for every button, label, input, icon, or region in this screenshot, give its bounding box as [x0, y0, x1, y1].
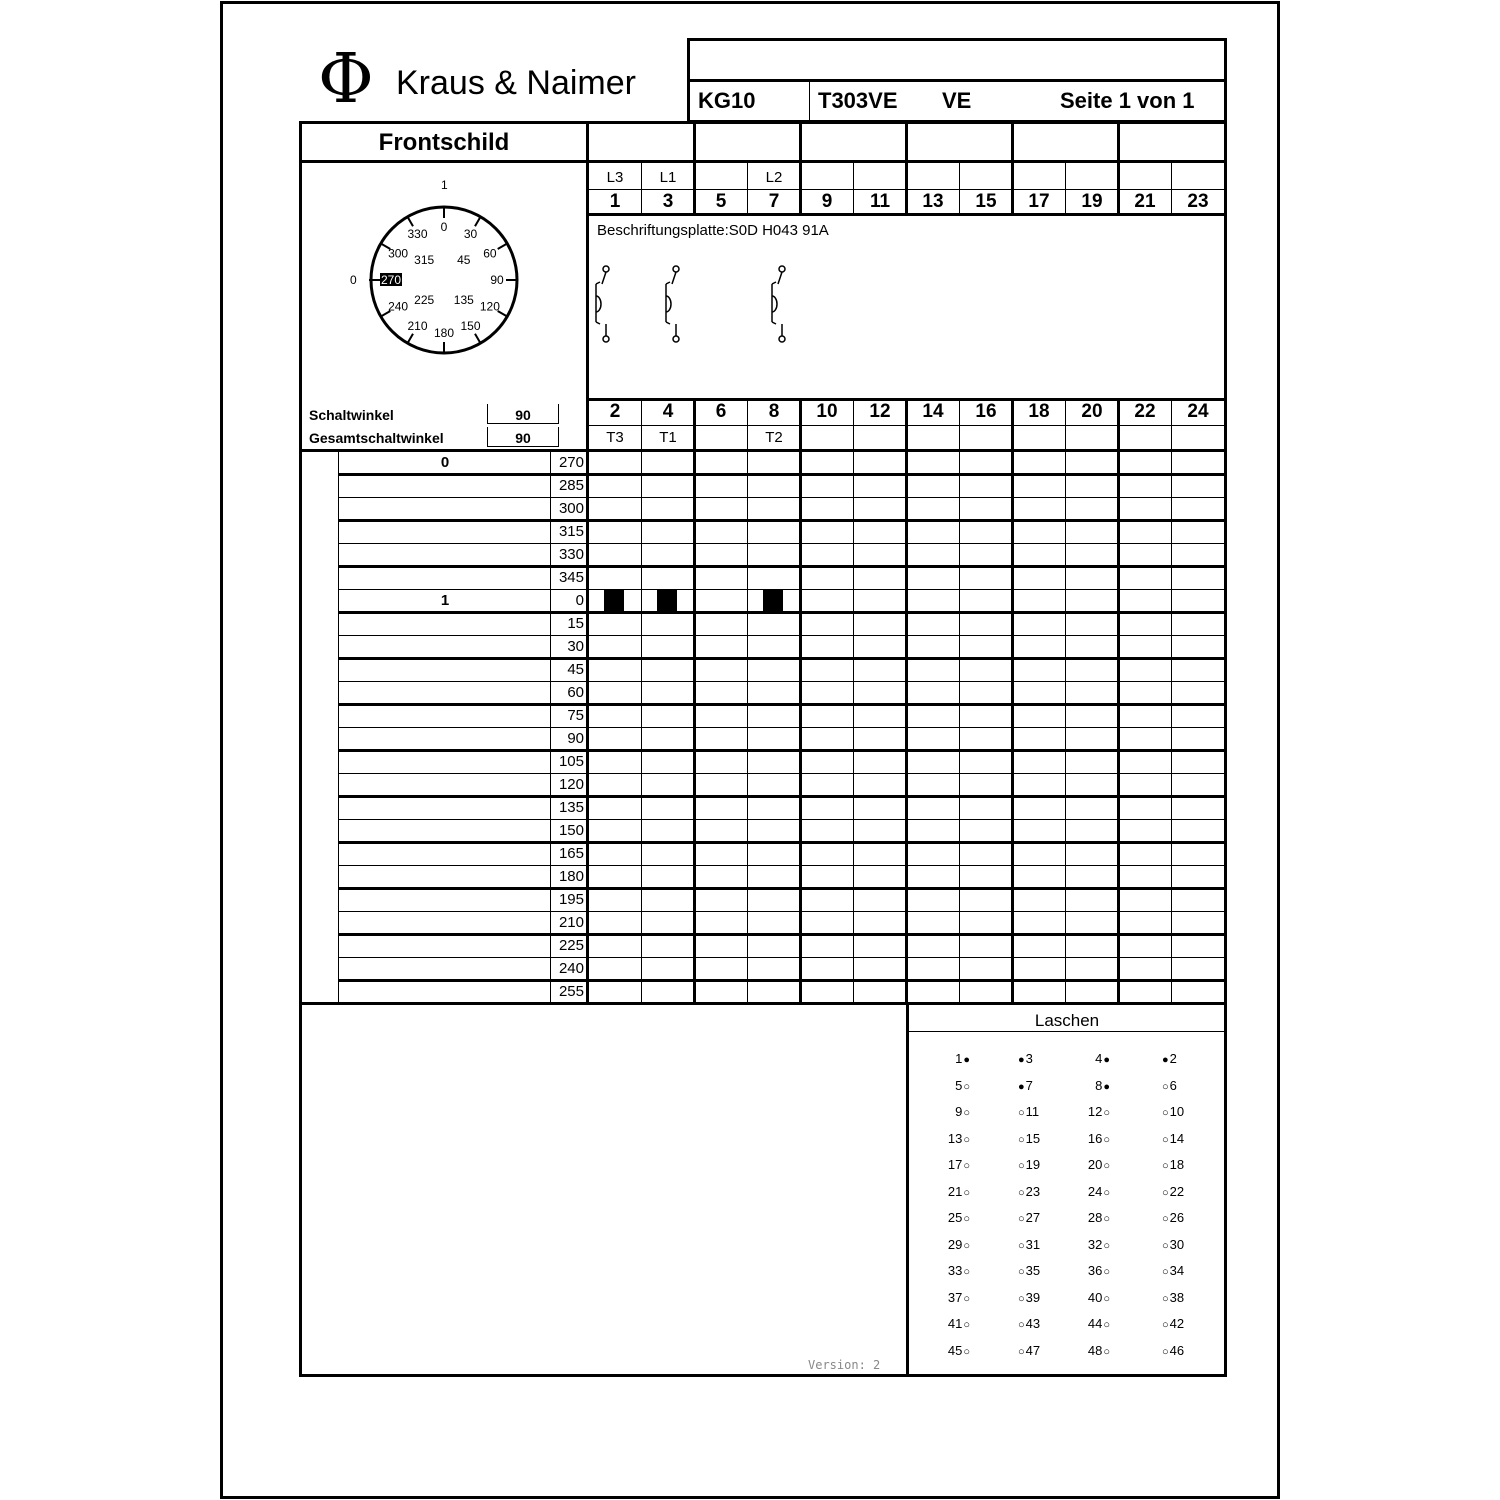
lasche-open-dot-icon: ○ — [1018, 1292, 1025, 1305]
row-divider — [338, 773, 1226, 774]
column-divider — [1117, 398, 1120, 1003]
dial-label: 135 — [453, 292, 474, 307]
column-divider — [641, 398, 642, 1003]
position-angle: 45 — [567, 661, 584, 678]
lasche-number: 11 — [1025, 1104, 1040, 1119]
lasche-number: 43 — [1025, 1316, 1041, 1331]
lasche-number: 38 — [1169, 1289, 1185, 1305]
lasche-open-dot-icon: ○ — [963, 1292, 970, 1305]
position-angle: 180 — [558, 868, 584, 885]
terminal-number-bottom: 22 — [1134, 401, 1156, 422]
lasche-number: 41 — [947, 1316, 963, 1331]
position-angle: 150 — [558, 822, 584, 839]
lasche-open-dot-icon: ○ — [1103, 1107, 1110, 1119]
schaltwinkel-value: 90 — [515, 407, 531, 423]
position-angle: 165 — [558, 845, 584, 862]
position-angle: 285 — [558, 477, 584, 494]
terminal-number-top: 17 — [1028, 191, 1050, 212]
dial-label: 225 — [414, 292, 435, 307]
position-angle: 90 — [567, 730, 584, 747]
lasche-number: 4 — [1095, 1051, 1103, 1066]
lasche-entry — [1162, 1211, 1184, 1225]
terminal-label-bottom: T3 — [606, 429, 624, 446]
lasche-number: 45 — [947, 1342, 963, 1358]
dial-position-0: 0 — [350, 273, 357, 287]
position-angle: 0 — [575, 592, 584, 609]
dial-label: 315 — [414, 253, 435, 268]
terminal-number-top: 9 — [821, 191, 833, 212]
lasche-entry — [1060, 1105, 1110, 1119]
lasche-number: 17 — [947, 1157, 963, 1172]
row-divider — [338, 703, 1226, 706]
lasche-entry — [1060, 1291, 1110, 1305]
lasche-open-dot-icon: ○ — [1103, 1319, 1110, 1331]
frontschild-title: Frontschild — [378, 129, 510, 156]
position-angle: 30 — [567, 638, 584, 655]
terminal-number-bottom: 10 — [816, 401, 838, 422]
dial-tick — [408, 334, 414, 344]
dial-label: 0 — [440, 220, 448, 234]
lasche-number: 15 — [1025, 1130, 1041, 1146]
lasche-entry — [1060, 1317, 1110, 1331]
contact-closed-mark — [604, 590, 624, 611]
position-angle: 120 — [558, 776, 584, 793]
lasche-number: 25 — [947, 1210, 963, 1225]
row-divider — [338, 933, 1226, 936]
position-angle: 195 — [558, 891, 584, 908]
lasche-open-dot-icon: ○ — [963, 1160, 970, 1172]
lasche-entry — [920, 1132, 970, 1146]
lasche-filled-dot-icon: ● — [1018, 1054, 1025, 1066]
terminal-number-bottom: 24 — [1187, 401, 1209, 422]
lasche-open-dot-icon: ○ — [1103, 1213, 1110, 1225]
lasche-open-dot-icon: ○ — [1018, 1319, 1025, 1331]
terminal-label-top: L3 — [606, 169, 624, 186]
lasche-entry — [920, 1317, 970, 1331]
position-angle: 270 — [558, 454, 584, 471]
lasche-entry — [1162, 1291, 1184, 1305]
column-divider — [747, 398, 748, 1003]
lasche-open-dot-icon: ○ — [1162, 1319, 1169, 1331]
dial-tick — [408, 217, 414, 227]
row-divider — [338, 887, 1226, 890]
header-series: KG10 — [698, 88, 756, 113]
row-divider — [338, 497, 1226, 498]
lasche-number: 16 — [1087, 1130, 1103, 1146]
row-divider — [338, 543, 1226, 544]
terminal-number-top: 21 — [1134, 191, 1156, 212]
lasche-number: 6 — [1169, 1077, 1177, 1093]
lasche-number: 24 — [1087, 1183, 1103, 1199]
column-divider — [1065, 398, 1066, 1003]
lasche-entry — [1018, 1052, 1033, 1066]
lasche-open-dot-icon: ○ — [1103, 1345, 1110, 1358]
lasche-open-dot-icon: ○ — [1103, 1292, 1110, 1305]
lasche-open-dot-icon: ○ — [1018, 1107, 1025, 1119]
lasche-number: 40 — [1087, 1289, 1103, 1305]
dial-label: 270 — [380, 273, 402, 287]
lasche-entry — [1162, 1158, 1184, 1172]
row-divider — [338, 635, 1226, 636]
lasche-number: 9 — [955, 1104, 963, 1119]
lasche-open-dot-icon: ○ — [963, 1319, 970, 1331]
lasche-open-dot-icon: ○ — [1018, 1213, 1025, 1225]
lasche-number: 22 — [1169, 1183, 1185, 1199]
header-variant: VE — [942, 88, 972, 113]
lasche-open-dot-icon: ○ — [1018, 1345, 1025, 1358]
row-divider — [338, 749, 1226, 752]
lasche-open-dot-icon: ○ — [963, 1186, 970, 1199]
position-name: 1 — [440, 592, 450, 609]
position-angle: 135 — [558, 799, 584, 816]
lasche-number: 8 — [1095, 1077, 1103, 1093]
gesamtschaltwinkel-value: 90 — [515, 430, 531, 446]
header-type: T303VE — [818, 88, 898, 113]
lasche-open-dot-icon: ○ — [1018, 1239, 1025, 1252]
dial-tick — [475, 334, 481, 344]
terminal-number-top: 19 — [1081, 191, 1103, 212]
lasche-entry — [920, 1238, 970, 1252]
lasche-open-dot-icon: ○ — [1162, 1292, 1169, 1305]
lasche-filled-dot-icon: ● — [1018, 1080, 1025, 1093]
lasche-number: 44 — [1087, 1316, 1103, 1331]
lasche-entry — [1018, 1317, 1040, 1331]
lasche-number: 12 — [1087, 1104, 1103, 1119]
lasche-number: 1 — [955, 1051, 963, 1066]
lasche-open-dot-icon: ○ — [963, 1239, 970, 1252]
dial-label: 45 — [457, 253, 471, 268]
position-name: 0 — [440, 454, 450, 471]
lasche-open-dot-icon: ○ — [1162, 1239, 1169, 1252]
lasche-open-dot-icon: ○ — [1018, 1266, 1025, 1278]
lasche-number: 33 — [947, 1263, 963, 1278]
dial-label: 90 — [490, 273, 504, 287]
lasche-entry — [1162, 1052, 1177, 1066]
terminal-number-top: 23 — [1187, 191, 1209, 212]
lasche-entry — [920, 1264, 970, 1278]
position-angle: 255 — [558, 983, 584, 1000]
row-divider — [338, 979, 1226, 982]
lasche-number: 3 — [1025, 1051, 1033, 1066]
dial-label: 60 — [483, 246, 497, 261]
terminal-number-top: 15 — [975, 191, 997, 212]
lasche-filled-dot-icon: ● — [1103, 1080, 1110, 1093]
lasche-filled-dot-icon: ● — [1162, 1054, 1169, 1066]
lasche-entry — [920, 1052, 970, 1066]
lasche-open-dot-icon: ○ — [963, 1266, 970, 1278]
row-divider — [338, 611, 1226, 614]
lasche-entry — [920, 1079, 970, 1093]
lasche-entry — [1060, 1079, 1110, 1093]
lasche-number: 26 — [1169, 1210, 1185, 1225]
schaltwinkel-label: Schaltwinkel — [309, 407, 394, 423]
position-angle: 300 — [558, 500, 584, 517]
lasche-open-dot-icon: ○ — [1103, 1186, 1110, 1199]
terminal-number-bottom: 12 — [869, 401, 891, 422]
lasche-entry — [1018, 1079, 1033, 1093]
lasche-number: 32 — [1087, 1236, 1103, 1252]
lasche-number: 29 — [947, 1236, 963, 1252]
row-divider — [338, 819, 1226, 820]
terminal-number-bottom: 20 — [1081, 401, 1103, 422]
terminal-number-bottom: 8 — [768, 401, 780, 422]
lasche-number: 19 — [1025, 1157, 1041, 1172]
lasche-entry — [920, 1185, 970, 1199]
lasche-number: 7 — [1025, 1077, 1033, 1093]
lasche-number: 5 — [955, 1077, 963, 1093]
row-divider — [338, 657, 1226, 660]
lasche-open-dot-icon: ○ — [963, 1213, 970, 1225]
dial-label: 30 — [463, 227, 478, 242]
lasche-entry — [1018, 1238, 1040, 1252]
row-divider — [338, 473, 1226, 476]
terminal-number-bottom: 4 — [662, 401, 674, 422]
terminal-label-top: L2 — [765, 169, 783, 186]
lasche-entry — [1060, 1238, 1110, 1252]
lasche-entry — [1162, 1264, 1184, 1278]
contact-symbol — [772, 266, 785, 342]
lasche-entry — [1060, 1264, 1110, 1278]
lasche-entry — [1060, 1052, 1110, 1066]
lasche-number: 23 — [1025, 1183, 1041, 1199]
lasche-open-dot-icon: ○ — [1162, 1107, 1169, 1119]
lasche-number: 39 — [1025, 1289, 1041, 1305]
column-divider — [959, 398, 960, 1003]
dial-label: 240 — [388, 299, 409, 314]
dial-label: 210 — [407, 318, 428, 333]
lasche-number: 37 — [947, 1289, 963, 1305]
lasche-number: 28 — [1087, 1210, 1103, 1225]
lasche-number: 34 — [1169, 1263, 1185, 1278]
laschen-title: Laschen — [1034, 1011, 1100, 1030]
row-divider — [338, 865, 1226, 866]
lasche-entry — [1018, 1291, 1040, 1305]
terminal-number-top: 5 — [715, 191, 727, 212]
lasche-open-dot-icon: ○ — [1162, 1186, 1169, 1199]
terminal-number-top: 13 — [922, 191, 944, 212]
lasche-entry — [1018, 1185, 1040, 1199]
lasche-open-dot-icon: ○ — [963, 1133, 970, 1146]
lasche-number: 14 — [1169, 1130, 1185, 1146]
lasche-entry — [1060, 1344, 1110, 1358]
lasche-entry — [1018, 1158, 1040, 1172]
row-divider — [338, 795, 1226, 798]
lasche-entry — [1162, 1317, 1184, 1331]
logo-symbol: Φ — [318, 40, 374, 119]
lasche-number: 48 — [1087, 1342, 1103, 1358]
lasche-open-dot-icon: ○ — [963, 1080, 970, 1093]
row-divider — [338, 565, 1226, 568]
dial-label: 150 — [460, 318, 481, 333]
lasche-entry — [920, 1344, 970, 1358]
terminal-number-top: 1 — [609, 191, 621, 212]
lasche-open-dot-icon: ○ — [1018, 1186, 1025, 1199]
lasche-open-dot-icon: ○ — [1162, 1160, 1169, 1172]
lasche-open-dot-icon: ○ — [1162, 1345, 1169, 1358]
lasche-entry — [920, 1105, 970, 1119]
lasche-open-dot-icon: ○ — [1103, 1160, 1110, 1172]
lasche-number: 21 — [947, 1183, 963, 1199]
terminal-number-bottom: 6 — [715, 401, 727, 422]
row-divider — [338, 681, 1226, 682]
lasche-filled-dot-icon: ● — [1103, 1054, 1110, 1066]
position-angle: 225 — [558, 937, 584, 954]
column-divider — [1011, 398, 1014, 1003]
contact-symbol — [596, 266, 609, 342]
lasche-entry — [1018, 1264, 1040, 1278]
lasche-number: 27 — [1025, 1210, 1041, 1225]
column-divider — [799, 398, 802, 1003]
lasche-open-dot-icon: ○ — [1162, 1080, 1169, 1093]
position-angle: 240 — [558, 960, 584, 977]
terminal-number-top: 11 — [869, 191, 891, 212]
lasche-open-dot-icon: ○ — [1103, 1133, 1110, 1146]
lasche-entry — [1018, 1344, 1040, 1358]
lasche-number: 42 — [1169, 1316, 1185, 1331]
dial-tick — [475, 217, 481, 227]
position-angle: 15 — [567, 615, 584, 632]
terminal-label-bottom: T2 — [765, 429, 783, 446]
row-divider — [338, 727, 1226, 728]
row-divider — [338, 841, 1226, 844]
lasche-entry — [920, 1291, 970, 1305]
lasche-open-dot-icon: ○ — [1162, 1213, 1169, 1225]
contact-symbols — [588, 262, 808, 352]
lasche-entry — [1060, 1185, 1110, 1199]
lasche-entry — [1018, 1105, 1039, 1119]
gesamtschaltwinkel-label: Gesamtschaltwinkel — [309, 430, 444, 446]
lasche-number: 46 — [1169, 1342, 1185, 1358]
position-angle: 60 — [567, 684, 584, 701]
terminal-number-bottom: 2 — [609, 401, 621, 422]
lasche-entry — [1060, 1211, 1110, 1225]
lasche-number: 20 — [1087, 1157, 1103, 1172]
lasche-number: 31 — [1025, 1236, 1041, 1252]
lasche-entry — [920, 1158, 970, 1172]
terminal-number-top: 7 — [768, 191, 780, 212]
lasche-entry — [1060, 1132, 1110, 1146]
contact-closed-mark — [657, 590, 677, 611]
lasche-open-dot-icon: ○ — [1162, 1266, 1169, 1278]
row-divider — [338, 957, 1226, 958]
contact-symbol — [666, 266, 679, 342]
terminal-number-bottom: 18 — [1028, 401, 1050, 422]
row-divider — [338, 519, 1226, 522]
logo-company-name: Kraus & Naimer — [396, 64, 636, 102]
lasche-open-dot-icon: ○ — [963, 1345, 970, 1358]
position-angle: 75 — [567, 707, 584, 724]
lasche-number: 2 — [1169, 1051, 1177, 1066]
switch-dial — [330, 170, 550, 370]
plate-note: Beschriftungsplatte:S0D H043 91A — [597, 222, 829, 239]
lasche-open-dot-icon: ○ — [1018, 1133, 1025, 1146]
lasche-open-dot-icon: ○ — [1103, 1266, 1110, 1278]
lasche-entry — [1162, 1079, 1177, 1093]
column-divider — [693, 398, 696, 1003]
lasche-entry — [1060, 1158, 1110, 1172]
column-divider — [853, 398, 854, 1003]
terminal-label-bottom: T1 — [659, 429, 677, 446]
version-label: Version: 2 — [808, 1358, 881, 1372]
lasche-entry — [1162, 1238, 1184, 1252]
lasche-entry — [1162, 1185, 1184, 1199]
column-divider — [905, 398, 908, 1003]
terminal-number-top: 3 — [662, 191, 674, 212]
dial-label: 300 — [388, 246, 409, 261]
lasche-number: 10 — [1169, 1104, 1185, 1119]
dial-position-1: 1 — [441, 178, 448, 192]
lasche-entry — [1162, 1105, 1184, 1119]
dial-label: 120 — [479, 299, 500, 314]
lasche-number: 18 — [1169, 1157, 1185, 1172]
position-angle: 105 — [558, 753, 584, 770]
lasche-number: 36 — [1087, 1263, 1103, 1278]
lasche-number: 35 — [1025, 1263, 1041, 1278]
lasche-entry — [920, 1211, 970, 1225]
lasche-entry — [1162, 1344, 1184, 1358]
lasche-open-dot-icon: ○ — [1103, 1239, 1110, 1252]
lasche-entry — [1018, 1211, 1040, 1225]
lasche-entry — [1018, 1132, 1040, 1146]
position-angle: 330 — [558, 546, 584, 563]
row-divider — [338, 911, 1226, 912]
terminal-number-bottom: 14 — [922, 401, 944, 422]
dial-label: 330 — [407, 227, 428, 242]
contact-closed-mark — [763, 590, 783, 611]
terminal-number-bottom: 16 — [975, 401, 997, 422]
lasche-entry — [1162, 1132, 1184, 1146]
position-angle: 210 — [558, 914, 584, 931]
lasche-open-dot-icon: ○ — [1162, 1133, 1169, 1146]
lasche-filled-dot-icon: ● — [963, 1054, 970, 1066]
dial-label: 180 — [433, 326, 455, 340]
terminal-label-top: L1 — [659, 169, 677, 186]
position-angle: 315 — [558, 523, 584, 540]
dial-tick — [498, 244, 508, 250]
lasche-number: 13 — [947, 1130, 963, 1146]
header-page: Seite 1 von 1 — [1060, 88, 1195, 113]
lasche-open-dot-icon: ○ — [1018, 1160, 1025, 1172]
lasche-number: 30 — [1169, 1236, 1185, 1252]
lasche-open-dot-icon: ○ — [963, 1107, 970, 1119]
position-angle: 345 — [558, 569, 584, 586]
lasche-number: 47 — [1025, 1342, 1041, 1358]
column-divider — [1171, 398, 1172, 1003]
